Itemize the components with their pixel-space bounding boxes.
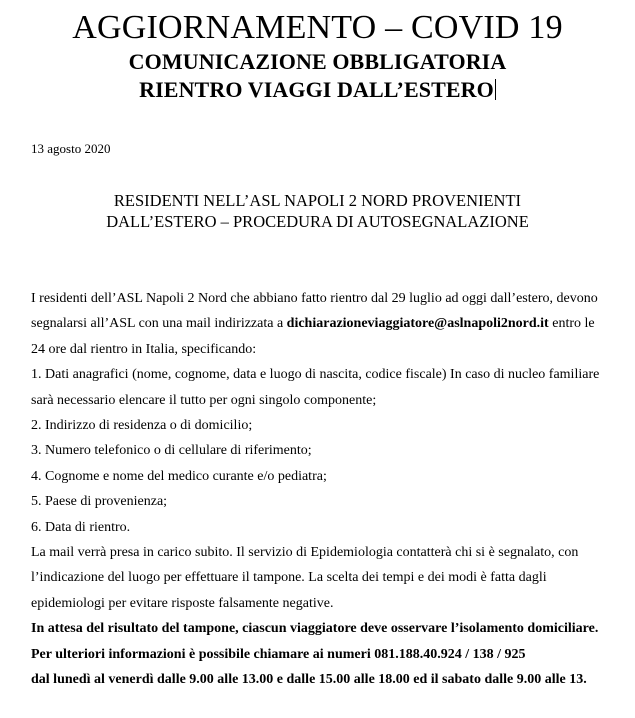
list-item: 5. Paese di provenienza; bbox=[31, 494, 168, 510]
list-item: 2. Indirizzo di residenza o di domicilio; bbox=[31, 418, 253, 434]
section-heading-line-1: RESIDENTI NELL’ASL NAPOLI 2 NORD PROVENIENTI bbox=[113, 191, 522, 210]
list-item: 4. Cognome e nome del medico curante e/o pediatra; bbox=[31, 468, 327, 484]
section-heading-line-2: DALL’ESTERO – PROCEDURA DI AUTOSEGNALAZIONE bbox=[106, 212, 529, 231]
text-cursor-caret bbox=[495, 79, 496, 100]
intro-text-part-2: entro le 24 ore dal rientro in Italia, specificando: bbox=[31, 316, 595, 357]
closing-line-hours: dal lunedì al venerdì dalle 9.00 alle 13.00 e dalle 15.00 alle 18.00 ed il sabato dalle 9.00 alle 13. bbox=[31, 672, 587, 688]
list-item: 1. Dati anagrafici (nome, cognome, data e luogo di nascita, codice fiscale) In caso di nucleo familiare sarà necessario elencare il tutto per ogni singolo componente; bbox=[31, 367, 600, 408]
document-subtitle-line-2-wrapper bbox=[0, 76, 635, 104]
section-heading bbox=[0, 190, 635, 232]
list-item: 3. Numero telefonico o di cellulare di riferimento; bbox=[31, 443, 312, 459]
title-block bbox=[0, 0, 635, 104]
document-subtitle-line-1: COMUNICAZIONE OBBLIGATORIA bbox=[128, 49, 507, 74]
contact-email[interactable]: dichiarazioneviaggiatore@aslnapoli2nord.it bbox=[286, 316, 549, 332]
document-subtitle-line-2: RIENTRO VIAGGI DALL’ESTERO bbox=[139, 77, 494, 102]
list-item: 6. Data di rientro. bbox=[31, 519, 131, 535]
closing-line-isolation: In attesa del risultato del tampone, ciascun viaggiatore deve osservare l’isolamento domiciliare. bbox=[31, 621, 599, 637]
procedure-paragraph: La mail verrà presa in carico subito. Il servizio di Epidemiologia contatterà chi si è segnalato, con l’indicazione del luogo per effettuare il tampone. La scelta dei tempi e dei modi è fatta dagli epidemiologi per evitare risposte falsamente negative. bbox=[31, 545, 579, 611]
intro-paragraph bbox=[31, 286, 603, 362]
closing-line-phone: Per ulteriori informazioni è possibile chiamare ai numeri 081.188.40.924 / 138 / 925 bbox=[31, 646, 526, 662]
page-title: AGGIORNAMENTO – COVID 19 bbox=[72, 9, 563, 46]
document-date: 13 agosto 2020 bbox=[31, 141, 111, 156]
intro-text-part-1: I residenti dell’ASL Napoli 2 Nord che abbiano fatto rientro dal 29 luglio ad oggi dall’estero, devono segnalarsi all’ASL con una mail indirizzata a bbox=[31, 291, 598, 332]
document-body bbox=[31, 286, 603, 693]
